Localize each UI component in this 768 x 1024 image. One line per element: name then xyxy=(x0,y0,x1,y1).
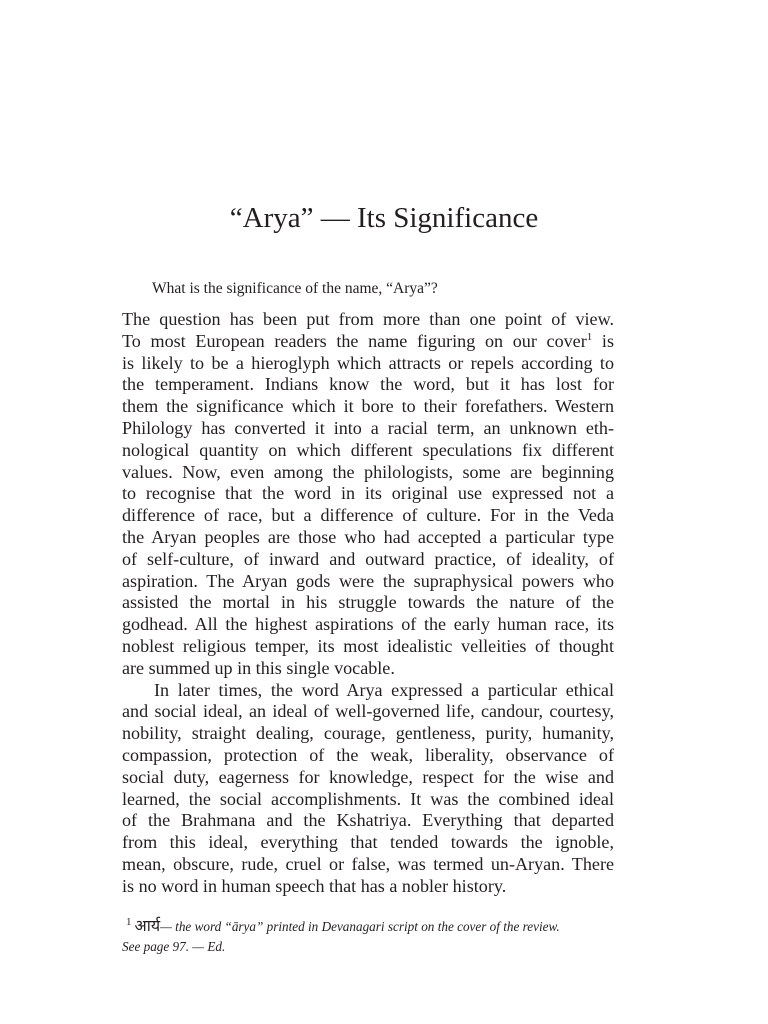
text-line: of self-culture, of inward and outward practice, of ideality, of xyxy=(122,548,614,569)
footnote-text: — the word “ārya” printed in Devanagari script on the cover of the review. xyxy=(160,919,560,934)
text-line: and social ideal, an ideal of well-governed life, candour, courtesy, xyxy=(122,701,614,722)
footnote-number: 1 xyxy=(126,916,132,928)
chapter-title: “Arya” — Its Significance xyxy=(229,202,539,234)
text-line: assisted the mortal in his struggle towards the nature of the xyxy=(122,592,614,613)
footnote-devanagari-word: आर्य xyxy=(134,916,161,935)
text-line: mean, obscure, rude, cruel or false, was termed un-Aryan. There xyxy=(122,853,614,874)
text-line: of the Brahmana and the Kshatriya. Everything that departed xyxy=(122,810,614,831)
text-line: is no word in human speech that has a nobler history. xyxy=(122,875,507,896)
epigraph-question: What is the significance of the name, “Arya”? xyxy=(152,280,438,297)
footnote-reference: 1 xyxy=(586,330,593,343)
text-line: to recognise that the word in its original use expressed not a xyxy=(122,483,614,504)
footnote-text-continued: See page 97. — Ed. xyxy=(122,939,226,954)
text-line: aspiration. The Aryan gods were the supraphysical powers who xyxy=(122,570,614,591)
text-line-segment: To most European readers the name figuring on our cover xyxy=(122,330,587,351)
text-line: values. Now, even among the philologists, some are beginning xyxy=(122,461,614,482)
text-line: them the significance which it bore to their forefathers. Western xyxy=(122,396,614,417)
body-text xyxy=(122,309,614,898)
text-line: social duty, eagerness for knowledge, respect for the wise and xyxy=(122,766,614,787)
text-line: noblest religious temper, its most idealistic velleities of thought xyxy=(122,635,614,656)
text-line: In later times, the word Arya expressed a particular ethical xyxy=(154,679,614,700)
text-line: To most European readers the name figuring on our cover$^1$ is xyxy=(122,330,614,351)
footnote xyxy=(122,916,614,957)
text-line: is likely to be a hieroglyph which attracts or repels according to xyxy=(122,352,614,373)
text-line: Philology has converted it into a racial term, an unknown eth- xyxy=(122,417,614,438)
text-line: compassion, protection of the weak, liberality, observance of xyxy=(122,744,614,765)
text-line: the Aryan peoples are those who had accepted a particular type xyxy=(122,526,614,547)
footnote-line xyxy=(122,916,614,937)
text-line: the temperament. Indians know the word, but it has lost for xyxy=(122,374,614,395)
text-line: godhead. All the highest aspirations of the early human race, its xyxy=(122,614,614,635)
text-line: difference of race, but a difference of culture. For in the Veda xyxy=(122,505,614,526)
text-line: from this ideal, everything that tended towards the ignoble, xyxy=(122,832,614,853)
text-line: are summed up in this single vocable. xyxy=(122,657,395,678)
text-line: The question has been put from more than one point of view. xyxy=(122,309,614,329)
text-line: learned, the social accomplishments. It was the combined ideal xyxy=(122,788,614,809)
text-line: nobility, straight dealing, courage, gentleness, purity, humanity, xyxy=(122,723,614,744)
text-line: nological quantity on which different speculations fix different xyxy=(122,439,614,460)
